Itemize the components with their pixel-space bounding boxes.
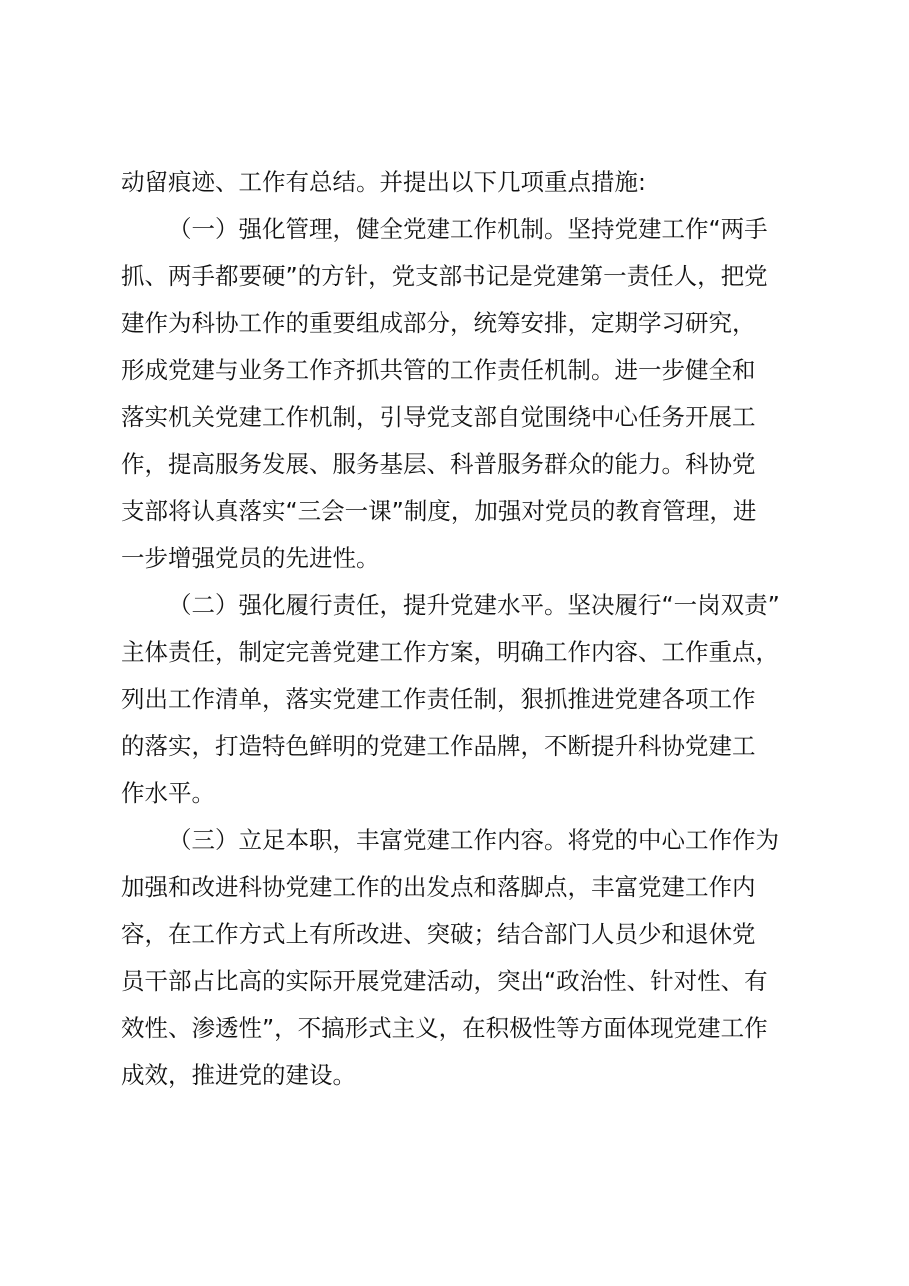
text-line-1: 动留痕迹、工作有总结。并提出以下几项重点措施:	[121, 168, 646, 196]
text-line-6: 落实机关党建工作机制，引导党支部自觉围绕中心任务开展工	[121, 403, 756, 431]
text-line-8: 支部将认真落实“三会一课”制度，加强对党员的教育管理，进	[121, 497, 757, 525]
text-line-12: 列出工作清单，落实党建工作责任制，狠抓推进党建各项工作	[121, 685, 756, 713]
text-line-3: 抓、两手都要硬”的方针，党支部书记是党建第一责任人，把党	[121, 262, 768, 290]
text-line-16: 加强和改进科协党建工作的出发点和落脚点，丰富党建工作内	[121, 873, 756, 901]
section-2-heading-line: （二）强化履行责任，提升党建水平。坚决履行“一岗双责”	[168, 591, 780, 619]
text-line-19: 效性、渗透性”，不搞形式主义，在积极性等方面体现党建工作	[121, 1014, 768, 1042]
text-line-17: 容，在工作方式上有所改进、突破；结合部门人员少和退休党	[121, 920, 756, 948]
text-line-7: 作，提高服务发展、服务基层、科普服务群众的能力。科协党	[121, 450, 756, 478]
text-line-5: 形成党建与业务工作齐抓共管的工作责任机制。进一步健全和	[121, 356, 756, 384]
section-1-heading-line: （一）强化管理，健全党建工作机制。坚持党建工作“两手	[168, 215, 768, 243]
text-line-13: 的落实，打造特色鲜明的党建工作品牌，不断提升科协党建工	[121, 732, 756, 760]
section-3-heading-line: （三）立足本职，丰富党建工作内容。将党的中心工作作为	[168, 826, 779, 854]
text-line-4: 建作为科协工作的重要组成部分，统筹安排，定期学习研究，	[121, 309, 756, 337]
text-line-18: 员干部占比高的实际开展党建活动，突出“政治性、针对性、有	[121, 967, 768, 995]
text-line-9: 一步增强党员的先进性。	[121, 544, 380, 572]
text-line-14: 作水平。	[121, 779, 215, 807]
text-line-11: 主体责任，制定完善党建工作方案，明确工作内容、工作重点，	[121, 638, 779, 666]
text-line-20: 成效，推进党的建设。	[121, 1061, 356, 1089]
